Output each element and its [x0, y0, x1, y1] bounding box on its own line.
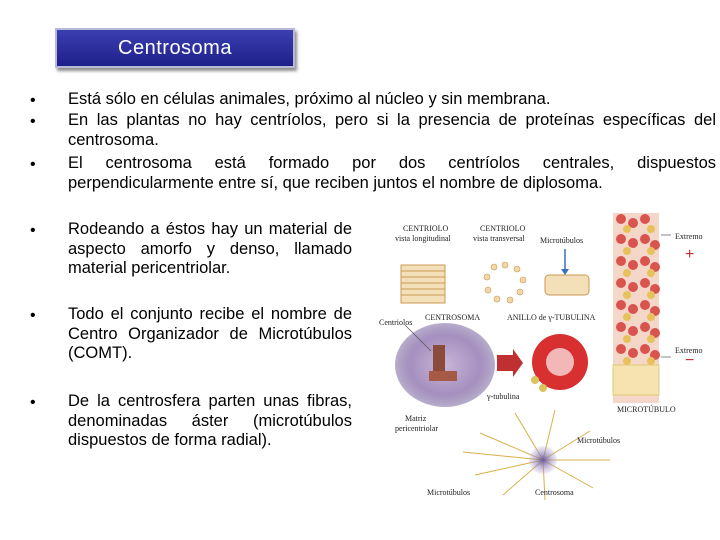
label-gamma-tubulina: γ-tubulina [487, 392, 520, 401]
aster [463, 410, 610, 500]
minus-sign: − [685, 352, 695, 369]
label-extremo-minus: Extremo [675, 346, 703, 355]
label-centrosoma-bottom: Centrosoma [535, 488, 574, 497]
title-banner [55, 28, 295, 68]
bullet-marker: • [30, 307, 36, 324]
label-vista-trans: vista transversal [473, 234, 525, 243]
centriole-longitudinal [401, 265, 445, 303]
bullet-marker: • [30, 156, 36, 173]
microtubule-column [613, 213, 671, 403]
label-pericentriolar: pericentriolar [395, 424, 439, 433]
label-microtubulo-caps: MICROTÚBULO [617, 405, 676, 414]
bullet-text-4: Rodeando a éstos hay un material de aspecto amorfo y denso, llamado material pericentriolar. [68, 220, 352, 277]
bullet-text-3: El centrosoma está formado por dos centríolos centrales, dispuestos perpendicularmente entre sí, que reciben juntos el nombre de diplosoma. [68, 154, 716, 192]
bullet-marker: • [30, 92, 36, 109]
centrosome-diagram [365, 205, 720, 505]
label-anillo: ANILLO de γ-TUBULINA [507, 313, 596, 322]
plus-sign: + [685, 246, 695, 263]
bullet-marker: • [30, 394, 36, 411]
centrosome-cell [395, 323, 495, 407]
label-matriz: Matriz [405, 414, 427, 423]
bullet-text-2: En las plantas no hay centríolos, pero si la presencia de proteínas específicas del centrosoma. [68, 111, 716, 149]
bullet-marker: • [30, 113, 36, 130]
centriole-transversal [484, 262, 526, 303]
label-centriolo-trans: CENTRIOLO [480, 224, 526, 233]
label-microtubulos-bottom: Microtúbulos [427, 488, 471, 497]
bullet-text-5: Todo el conjunto recibe el nombre de Centro Organizador de Microtúbulos (COMT). [68, 305, 352, 362]
label-vista-long: vista longitudinal [395, 234, 451, 243]
gamma-tubulin-ring [531, 334, 588, 392]
label-microtubulos-right: Microtúbulos [577, 436, 621, 445]
bullet-marker: • [30, 222, 36, 239]
label-centrosoma-caps: CENTROSOMA [425, 313, 481, 322]
bullet-text-6: De la centrosfera parten unas fibras, denominadas áster (microtúbulos dispuestos de forma radial). [68, 392, 352, 449]
centriole-cylinder [545, 249, 589, 295]
label-centriolos: Centriolos [379, 318, 413, 327]
label-microtubulos-top: Microtúbulos [540, 236, 584, 245]
bullet-text-1: Está sólo en células animales, próximo al núcleo y sin membrana. [68, 90, 551, 108]
label-extremo-plus: Extremo [675, 232, 703, 241]
label-centriolo-long: CENTRIOLO [403, 224, 449, 233]
page-title: Centrosoma [118, 36, 232, 59]
arrow-right-icon [497, 349, 523, 377]
centrosome-illustration [365, 205, 720, 505]
